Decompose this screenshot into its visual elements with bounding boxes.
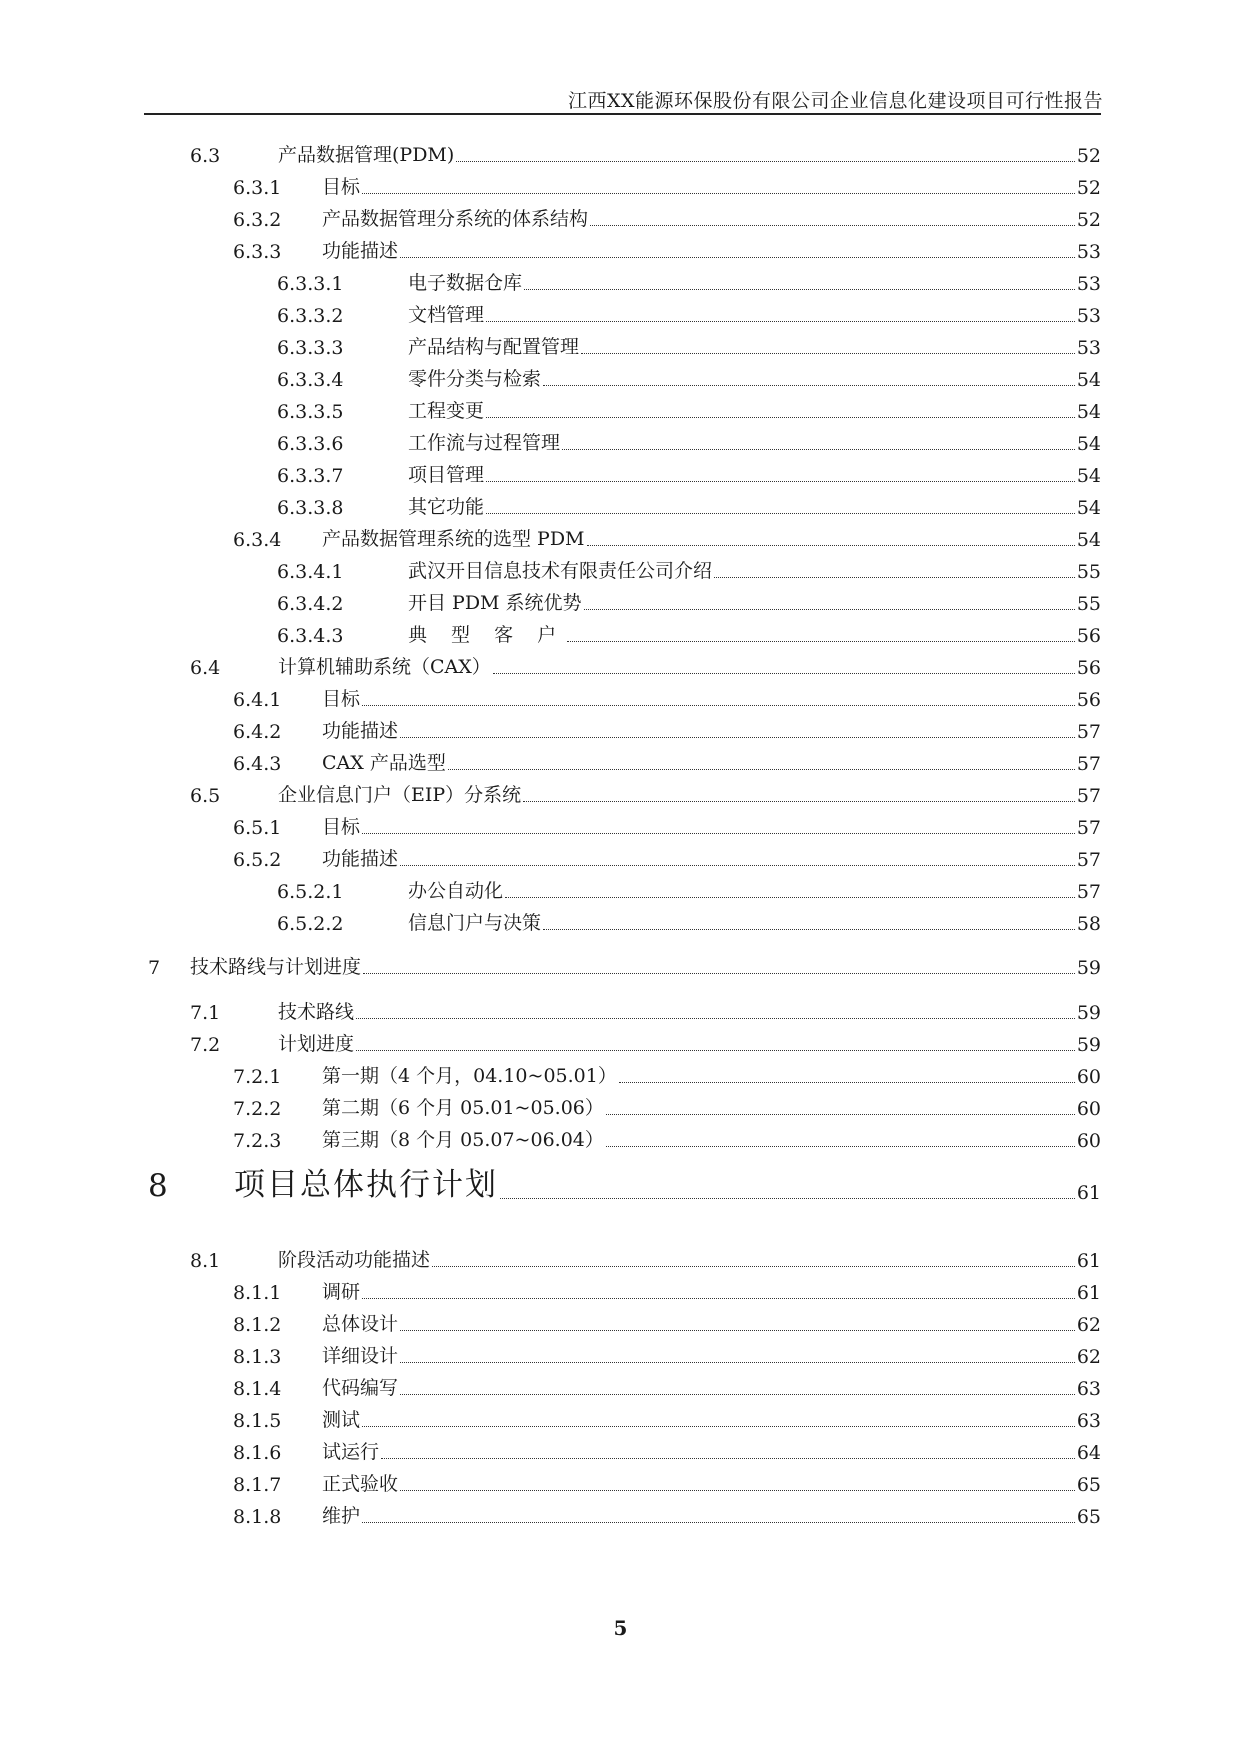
toc-entry-number: 7.1 — [190, 1002, 221, 1024]
running-header: 江西XX能源环保股份有限公司企业信息化建设项目可行性报告 — [567, 90, 1103, 112]
toc-leader-dots — [400, 257, 1075, 258]
toc-entry-title: 第一期（4 个月，04.10~05.01） — [322, 1065, 617, 1087]
toc-entry-page: 65 — [1076, 1506, 1101, 1528]
toc-entry[interactable] — [0, 1096, 1101, 1122]
toc-entry-number: 7.2 — [190, 1034, 221, 1056]
toc-entry-number: 6.4.3 — [233, 753, 282, 775]
toc-entry-number: 8.1.5 — [233, 1410, 282, 1432]
toc-entry-body — [322, 748, 1101, 775]
toc-entry-body — [278, 780, 1101, 807]
toc-leader-dots — [606, 1146, 1075, 1147]
toc-entry-body — [408, 492, 1101, 519]
toc-entry-number: 8.1.6 — [233, 1442, 282, 1464]
toc-leader-dots — [456, 161, 1075, 162]
toc-leader-dots — [400, 865, 1075, 866]
toc-entry-number: 6.5.2.2 — [277, 913, 344, 935]
toc-entry-page: 59 — [1076, 957, 1101, 979]
toc-entry-title: 电子数据仓库 — [408, 272, 523, 294]
toc-entry[interactable] — [0, 1312, 1101, 1338]
toc-entry-title: 典 型 客 户 — [408, 624, 566, 646]
toc-entry-title: 开目 PDM 系统优势 — [408, 592, 582, 614]
toc-entry[interactable] — [0, 1472, 1101, 1498]
toc-leader-dots — [486, 513, 1075, 514]
toc-entry[interactable] — [0, 1440, 1101, 1466]
toc-entry-body — [322, 1373, 1101, 1400]
toc-entry-title: 信息门户与决策 — [408, 912, 542, 934]
toc-entry-number: 6.3.4 — [233, 529, 282, 551]
toc-leader-dots — [493, 673, 1075, 674]
toc-entry[interactable] — [0, 815, 1101, 841]
toc-entry-number: 6.3.3.4 — [277, 369, 344, 391]
toc-entry-number: 8.1.2 — [233, 1314, 282, 1336]
toc-entry-number: 8.1.3 — [233, 1346, 282, 1368]
toc-leader-dots — [432, 1266, 1075, 1267]
toc-entry-page: 53 — [1076, 337, 1101, 359]
toc-entry-number: 6.5.1 — [233, 817, 282, 839]
toc-entry-title: CAX 产品选型 — [322, 752, 446, 774]
toc-entry-title: 企业信息门户（EIP）分系统 — [278, 784, 522, 806]
toc-leader-dots — [486, 321, 1075, 322]
toc-entry-title: 第三期（8 个月 05.07~06.04） — [322, 1129, 604, 1151]
toc-entry-page: 59 — [1076, 1002, 1101, 1024]
toc-entry-page: 57 — [1076, 785, 1101, 807]
toc-entry-title: 总体设计 — [322, 1313, 399, 1335]
toc-entry-page: 61 — [1076, 1250, 1101, 1272]
toc-entry-title: 零件分类与检索 — [408, 368, 542, 390]
toc-leader-dots — [562, 449, 1075, 450]
toc-entry[interactable] — [0, 1128, 1101, 1154]
toc-entry-page: 56 — [1076, 689, 1101, 711]
toc-entry-page: 54 — [1076, 433, 1101, 455]
toc-entry-page: 53 — [1076, 305, 1101, 327]
toc-entry-title: 目标 — [322, 816, 361, 838]
toc-entry[interactable] — [0, 1408, 1101, 1434]
toc-entry-body — [322, 1501, 1101, 1528]
toc-leader-dots — [448, 769, 1075, 770]
toc-leader-dots — [567, 641, 1075, 642]
toc-entry-page: 63 — [1076, 1410, 1101, 1432]
toc-entry[interactable] — [0, 1000, 1101, 1026]
toc-entry[interactable] — [0, 527, 1101, 553]
toc-entry-number: 6.4.2 — [233, 721, 282, 743]
toc-entry-body — [408, 332, 1101, 359]
toc-entry[interactable] — [0, 175, 1101, 201]
toc-entry-page: 61 — [1076, 1182, 1101, 1204]
toc-entry-body — [322, 1061, 1101, 1088]
toc-entry-page: 60 — [1076, 1098, 1101, 1120]
toc-entry-page: 52 — [1076, 177, 1101, 199]
toc-entry[interactable] — [0, 879, 1101, 905]
toc-entry-page: 57 — [1076, 753, 1101, 775]
toc-entry-title: 技术路线与计划进度 — [190, 956, 362, 978]
toc-entry-body — [322, 1125, 1101, 1152]
toc-entry-page: 52 — [1076, 209, 1101, 231]
toc-entry-number: 8 — [148, 1168, 168, 1204]
toc-entry-title: 产品数据管理系统的选型 PDM — [322, 528, 585, 550]
toc-entry-number: 6.4.1 — [233, 689, 282, 711]
toc-entry-page: 54 — [1076, 401, 1101, 423]
toc-entry-title: 项目管理 — [408, 464, 485, 486]
toc-entry-number: 6.5.2 — [233, 849, 282, 871]
toc-entry-title: 代码编写 — [322, 1377, 399, 1399]
toc-leader-dots — [543, 385, 1075, 386]
toc-entry-body — [408, 428, 1101, 455]
toc-entry-body — [322, 524, 1101, 551]
toc-entry-number: 7.2.1 — [233, 1066, 282, 1088]
toc-entry-page: 63 — [1076, 1378, 1101, 1400]
toc-entry-body — [408, 908, 1101, 935]
toc-entry-body — [234, 1159, 1101, 1204]
toc-entry-title: 武汉开目信息技术有限责任公司介绍 — [408, 560, 713, 582]
toc-entry-body — [408, 876, 1101, 903]
toc-entry-body — [408, 620, 1101, 647]
toc-entry-body — [408, 268, 1101, 295]
toc-entry[interactable] — [0, 591, 1101, 617]
toc-leader-dots — [400, 1362, 1075, 1363]
toc-entry-number: 8.1.1 — [233, 1282, 282, 1304]
toc-entry[interactable] — [0, 955, 1101, 981]
toc-entry-body — [408, 460, 1101, 487]
toc-entry-number: 7 — [148, 957, 161, 979]
toc-entry-body — [408, 556, 1101, 583]
toc-entry[interactable] — [0, 687, 1101, 713]
toc-entry-body — [322, 716, 1101, 743]
toc-entry-title: 工程变更 — [408, 400, 485, 422]
toc-entry[interactable] — [0, 655, 1101, 681]
toc-entry-title: 试运行 — [322, 1441, 380, 1463]
toc-entry-body — [278, 1245, 1101, 1272]
toc-entry-number: 6.3.3.5 — [277, 401, 344, 423]
toc-entry-title: 办公自动化 — [408, 880, 504, 902]
toc-entry-number: 6.4 — [190, 657, 221, 679]
page-number: 5 — [613, 1616, 628, 1640]
toc-entry-body — [322, 1341, 1101, 1368]
toc-leader-dots — [587, 545, 1075, 546]
toc-leader-dots — [714, 577, 1075, 578]
toc-leader-dots — [362, 1426, 1075, 1427]
toc-leader-dots — [619, 1082, 1075, 1083]
toc-entry-title: 目标 — [322, 176, 361, 198]
toc-leader-dots — [606, 1114, 1075, 1115]
toc-leader-dots — [363, 973, 1075, 974]
toc-entry-body — [322, 204, 1101, 231]
toc-leader-dots — [505, 897, 1075, 898]
toc-entry-number: 6.5.2.1 — [277, 881, 344, 903]
toc-entry-number: 6.3.3.1 — [277, 273, 344, 295]
toc-entry[interactable] — [0, 1064, 1101, 1090]
toc-entry-number: 6.3.3.6 — [277, 433, 344, 455]
toc-entry[interactable] — [0, 495, 1101, 521]
toc-entry-body — [322, 1405, 1101, 1432]
toc-entry-body — [408, 300, 1101, 327]
toc-entry-body — [322, 844, 1101, 871]
toc-leader-dots — [543, 929, 1075, 930]
toc-entry-page: 53 — [1076, 241, 1101, 263]
toc-entry-page: 62 — [1076, 1314, 1101, 1336]
toc-entry[interactable] — [0, 847, 1101, 873]
toc-entry[interactable] — [0, 559, 1101, 585]
toc-entry-number: 7.2.3 — [233, 1130, 282, 1152]
toc-entry-number: 6.3.2 — [233, 209, 282, 231]
toc-entry-number: 8.1 — [190, 1250, 221, 1272]
toc-entry-page: 60 — [1076, 1066, 1101, 1088]
toc-entry-page: 64 — [1076, 1442, 1101, 1464]
toc-entry-title: 目标 — [322, 688, 361, 710]
toc-leader-dots — [362, 705, 1075, 706]
toc-leader-dots — [584, 609, 1075, 610]
toc-entry-page: 56 — [1076, 657, 1101, 679]
toc-entry[interactable] — [0, 207, 1101, 233]
toc-entry-title: 技术路线 — [278, 1001, 355, 1023]
toc-entry-title: 正式验收 — [322, 1473, 399, 1495]
toc-entry-body — [322, 172, 1101, 199]
toc-entry-body — [322, 1437, 1101, 1464]
toc-entry-page: 55 — [1076, 593, 1101, 615]
toc-entry[interactable] — [0, 431, 1101, 457]
toc-entry-number: 6.3.4.2 — [277, 593, 344, 615]
toc-entry-number: 6.3.1 — [233, 177, 282, 199]
toc-entry-title: 计划进度 — [278, 1033, 355, 1055]
toc-entry-body — [322, 1277, 1101, 1304]
toc-leader-dots — [362, 1522, 1075, 1523]
toc-entry[interactable] — [0, 1162, 1101, 1206]
toc-entry-body — [278, 997, 1101, 1024]
toc-entry-number: 8.1.8 — [233, 1506, 282, 1528]
toc-entry[interactable] — [0, 623, 1101, 649]
toc-entry-page: 53 — [1076, 273, 1101, 295]
toc-leader-dots — [500, 1198, 1075, 1199]
toc-entry-number: 6.3.4.3 — [277, 625, 344, 647]
toc-entry-page: 54 — [1076, 465, 1101, 487]
toc-leader-dots — [400, 1394, 1075, 1395]
toc-entry-body — [408, 364, 1101, 391]
toc-entry-title: 详细设计 — [322, 1345, 399, 1367]
header-rule — [144, 113, 1101, 115]
toc-entry-page: 57 — [1076, 849, 1101, 871]
toc-entry-body — [190, 952, 1101, 979]
toc-entry-page: 58 — [1076, 913, 1101, 935]
toc-entry[interactable] — [0, 143, 1101, 169]
toc-leader-dots — [486, 481, 1075, 482]
toc-entry[interactable] — [0, 751, 1101, 777]
toc-entry-page: 65 — [1076, 1474, 1101, 1496]
toc-entry-title: 计算机辅助系统（CAX） — [278, 656, 491, 678]
toc-entry[interactable] — [0, 1032, 1101, 1058]
toc-entry[interactable] — [0, 1280, 1101, 1306]
toc-entry-title: 其它功能 — [408, 496, 485, 518]
toc-entry[interactable] — [0, 911, 1101, 937]
toc-entry-body — [408, 588, 1101, 615]
toc-entry-number: 8.1.4 — [233, 1378, 282, 1400]
toc-entry-body — [322, 1093, 1101, 1120]
toc-entry[interactable] — [0, 271, 1101, 297]
toc-entry-page: 61 — [1076, 1282, 1101, 1304]
toc-entry-title: 产品数据管理分系统的体系结构 — [322, 208, 589, 230]
toc-entry-title: 阶段活动功能描述 — [278, 1249, 431, 1271]
toc-entry[interactable] — [0, 719, 1101, 745]
toc-entry[interactable] — [0, 783, 1101, 809]
toc-entry-page: 56 — [1076, 625, 1101, 647]
toc-leader-dots — [590, 225, 1075, 226]
toc-entry-title: 测试 — [322, 1409, 361, 1431]
toc-entry[interactable] — [0, 399, 1101, 425]
toc-leader-dots — [362, 1298, 1075, 1299]
toc-entry-title: 维护 — [322, 1505, 361, 1527]
toc-entry-title: 工作流与过程管理 — [408, 432, 561, 454]
toc-entry-page: 60 — [1076, 1130, 1101, 1152]
toc-leader-dots — [362, 193, 1075, 194]
toc-entry[interactable] — [0, 463, 1101, 489]
toc-entry-page: 54 — [1076, 529, 1101, 551]
toc-leader-dots — [523, 801, 1075, 802]
toc-leader-dots — [362, 833, 1075, 834]
toc-leader-dots — [356, 1018, 1075, 1019]
toc-entry[interactable] — [0, 1376, 1101, 1402]
toc-leader-dots — [524, 289, 1075, 290]
toc-entry-body — [322, 236, 1101, 263]
toc-entry-page: 57 — [1076, 721, 1101, 743]
toc-entry-page: 57 — [1076, 881, 1101, 903]
toc-entry-number: 6.3.3 — [233, 241, 282, 263]
toc-leader-dots — [581, 353, 1075, 354]
toc-entry[interactable] — [0, 1344, 1101, 1370]
toc-leader-dots — [400, 1330, 1075, 1331]
toc-entry-page: 59 — [1076, 1034, 1101, 1056]
toc-leader-dots — [486, 417, 1075, 418]
toc-entry-body — [322, 1309, 1101, 1336]
toc-entry-number: 6.3 — [190, 145, 221, 167]
toc-entry-number: 6.3.3.8 — [277, 497, 344, 519]
toc-entry-page: 52 — [1076, 145, 1101, 167]
toc-entry-title: 调研 — [322, 1281, 361, 1303]
toc-entry-number: 6.3.4.1 — [277, 561, 344, 583]
toc-leader-dots — [400, 737, 1075, 738]
toc-entry-page: 57 — [1076, 817, 1101, 839]
toc-entry-number: 6.3.3.7 — [277, 465, 344, 487]
toc-entry-number: 6.5 — [190, 785, 221, 807]
toc-entry[interactable] — [0, 367, 1101, 393]
toc-entry-number: 7.2.2 — [233, 1098, 282, 1120]
toc-leader-dots — [356, 1050, 1075, 1051]
toc-entry[interactable] — [0, 335, 1101, 361]
toc-entry-page: 54 — [1076, 497, 1101, 519]
toc-leader-dots — [381, 1458, 1075, 1459]
toc-entry-body — [322, 812, 1101, 839]
toc-entry-title: 功能描述 — [322, 848, 399, 870]
toc-entry-number: 6.3.3.3 — [277, 337, 344, 359]
toc-entry-body — [278, 1029, 1101, 1056]
toc-entry-body — [408, 396, 1101, 423]
toc-entry-title: 第二期（6 个月 05.01~05.06） — [322, 1097, 604, 1119]
toc-entry-title: 功能描述 — [322, 240, 399, 262]
toc-entry-body — [322, 1469, 1101, 1496]
toc-entry[interactable] — [0, 1248, 1101, 1274]
toc-entry-title: 产品结构与配置管理 — [408, 336, 580, 358]
toc-entry-body — [278, 652, 1101, 679]
toc-entry-page: 62 — [1076, 1346, 1101, 1368]
toc-entry-title: 项目总体执行计划 — [234, 1167, 498, 1203]
toc-entry-number: 8.1.7 — [233, 1474, 282, 1496]
toc-leader-dots — [400, 1490, 1075, 1491]
toc-entry-body — [278, 140, 1101, 167]
toc-entry[interactable] — [0, 303, 1101, 329]
toc-entry[interactable] — [0, 1504, 1101, 1530]
toc-entry-number: 6.3.3.2 — [277, 305, 344, 327]
toc-entry[interactable] — [0, 239, 1101, 265]
toc-entry-title: 文档管理 — [408, 304, 485, 326]
toc-entry-title: 产品数据管理(PDM) — [278, 144, 455, 166]
toc-entry-title: 功能描述 — [322, 720, 399, 742]
toc-entry-body — [322, 684, 1101, 711]
toc-entry-page: 54 — [1076, 369, 1101, 391]
toc-entry-page: 55 — [1076, 561, 1101, 583]
